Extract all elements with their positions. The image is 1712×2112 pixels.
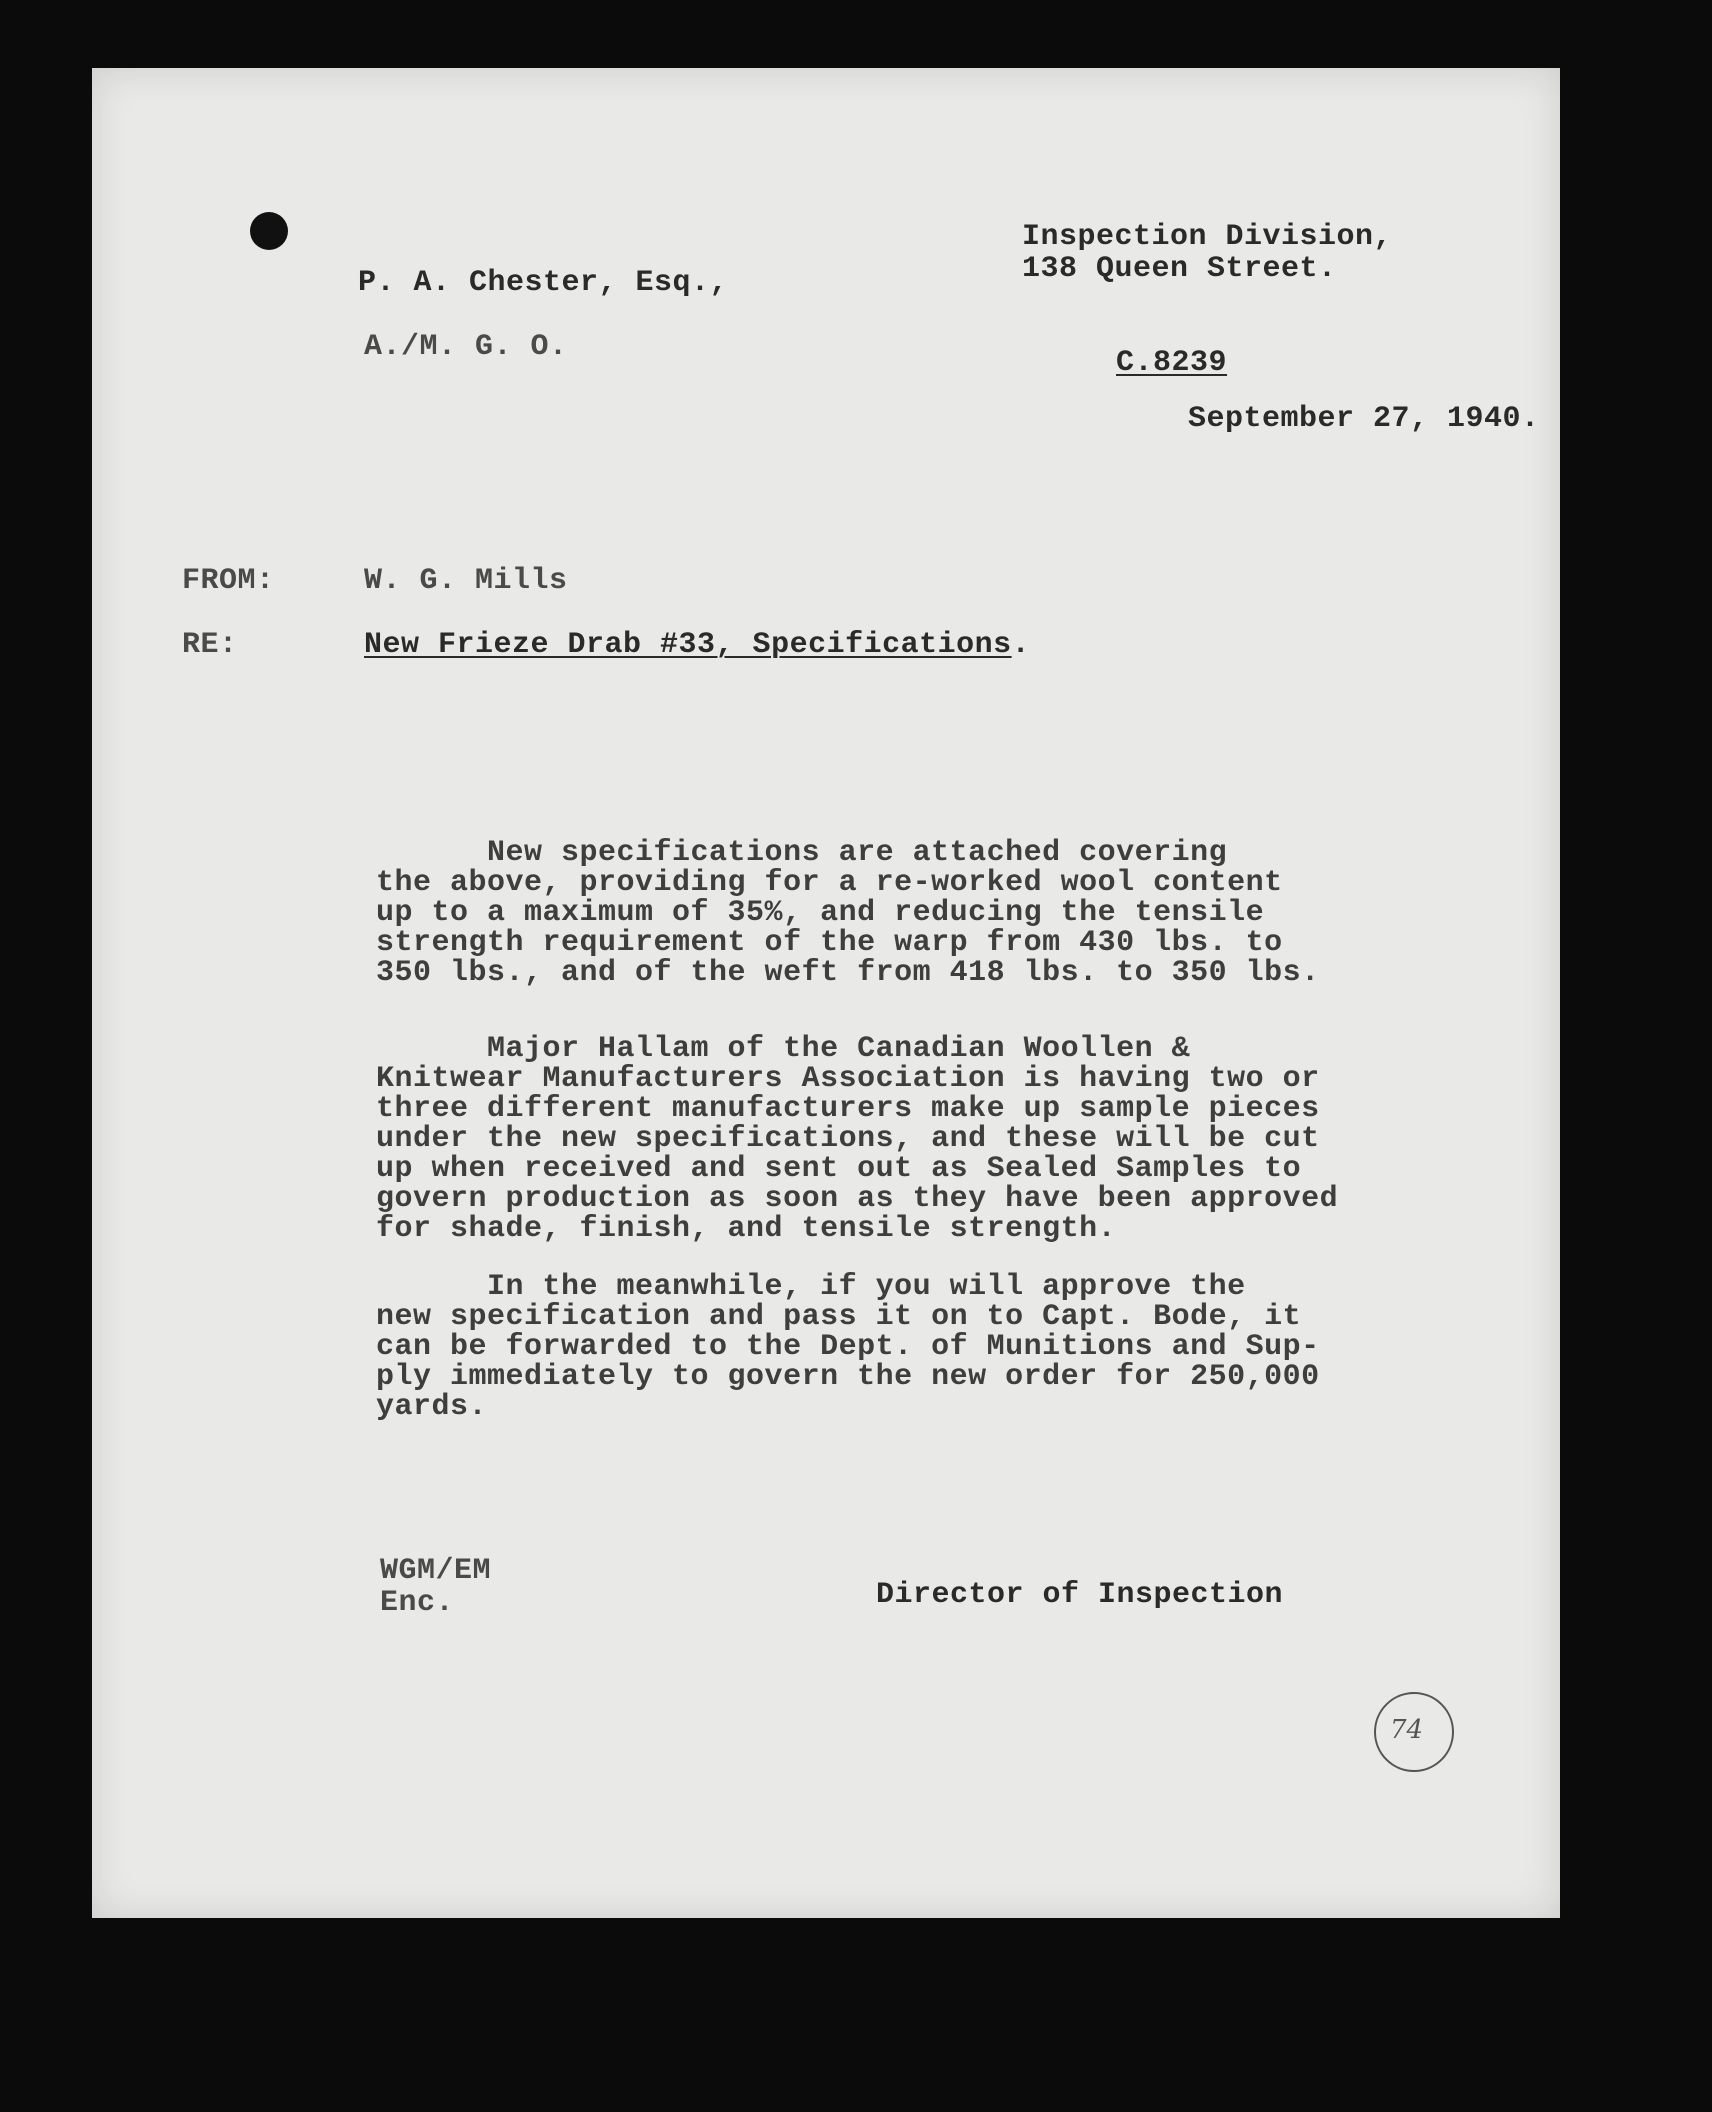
paragraph-2-line-6: govern production as soon as they have been approved <box>376 1182 1339 1216</box>
division-line-2: 138 Queen Street. <box>1022 252 1337 286</box>
paragraph-3-line-1: In the meanwhile, if you will approve the <box>376 1270 1246 1304</box>
enclosure-note: Enc. <box>380 1586 455 1620</box>
signature-title: Director of Inspection <box>876 1578 1284 1612</box>
reference-initials: WGM/EM <box>380 1554 492 1588</box>
re-label: RE: <box>182 628 238 662</box>
paragraph-1-line-2: the above, providing for a re-worked wool content <box>376 866 1283 900</box>
subject-period: . <box>1011 628 1031 662</box>
paragraph-3-line-2: new specification and pass it on to Capt. Bode, it <box>376 1300 1302 1334</box>
document-page <box>92 68 1560 1918</box>
addressee-title: A./M. G. O. <box>364 330 568 364</box>
paragraph-2-line-2: Knitwear Manufacturers Association is having two or <box>376 1062 1320 1096</box>
file-reference: C.8239 <box>1116 346 1228 380</box>
paragraph-2-line-4: under the new specifications, and these will be cut <box>376 1122 1320 1156</box>
paragraph-1-line-4: strength requirement of the warp from 430 lbs. to <box>376 926 1283 960</box>
paragraph-1-line-1: New specifications are attached covering <box>376 836 1228 870</box>
paragraph-2-line-1: Major Hallam of the Canadian Woollen & <box>376 1032 1191 1066</box>
paragraph-3-line-5: yards. <box>376 1390 488 1424</box>
addressee-name: P. A. Chester, Esq., <box>358 266 729 300</box>
paragraph-2-line-3: three different manufacturers make up sample pieces <box>376 1092 1320 1126</box>
paragraph-3-line-4: ply immediately to govern the new order for 250,000 <box>376 1360 1320 1394</box>
from-label: FROM: <box>182 564 275 598</box>
paragraph-3-line-3: can be forwarded to the Dept. of Munitions and Sup- <box>376 1330 1320 1364</box>
paragraph-1-line-3: up to a maximum of 35%, and reducing the tensile <box>376 896 1265 930</box>
subject-line <box>364 630 1030 660</box>
paragraph-2-line-7: for shade, finish, and tensile strength. <box>376 1212 1117 1246</box>
paragraph-1-line-5: 350 lbs., and of the weft from 418 lbs. to 350 lbs. <box>376 956 1320 990</box>
from-value: W. G. Mills <box>364 564 568 598</box>
paragraph-2-line-5: up when received and sent out as Sealed Samples to <box>376 1152 1302 1186</box>
division-line-1: Inspection Division, <box>1022 220 1393 254</box>
punch-hole <box>250 212 288 250</box>
letter-date: September 27, 1940. <box>1188 402 1540 436</box>
page-number-mark: 74 <box>1390 1715 1424 1745</box>
subject-text: New Frieze Drab #33, Specifications <box>364 628 1012 662</box>
